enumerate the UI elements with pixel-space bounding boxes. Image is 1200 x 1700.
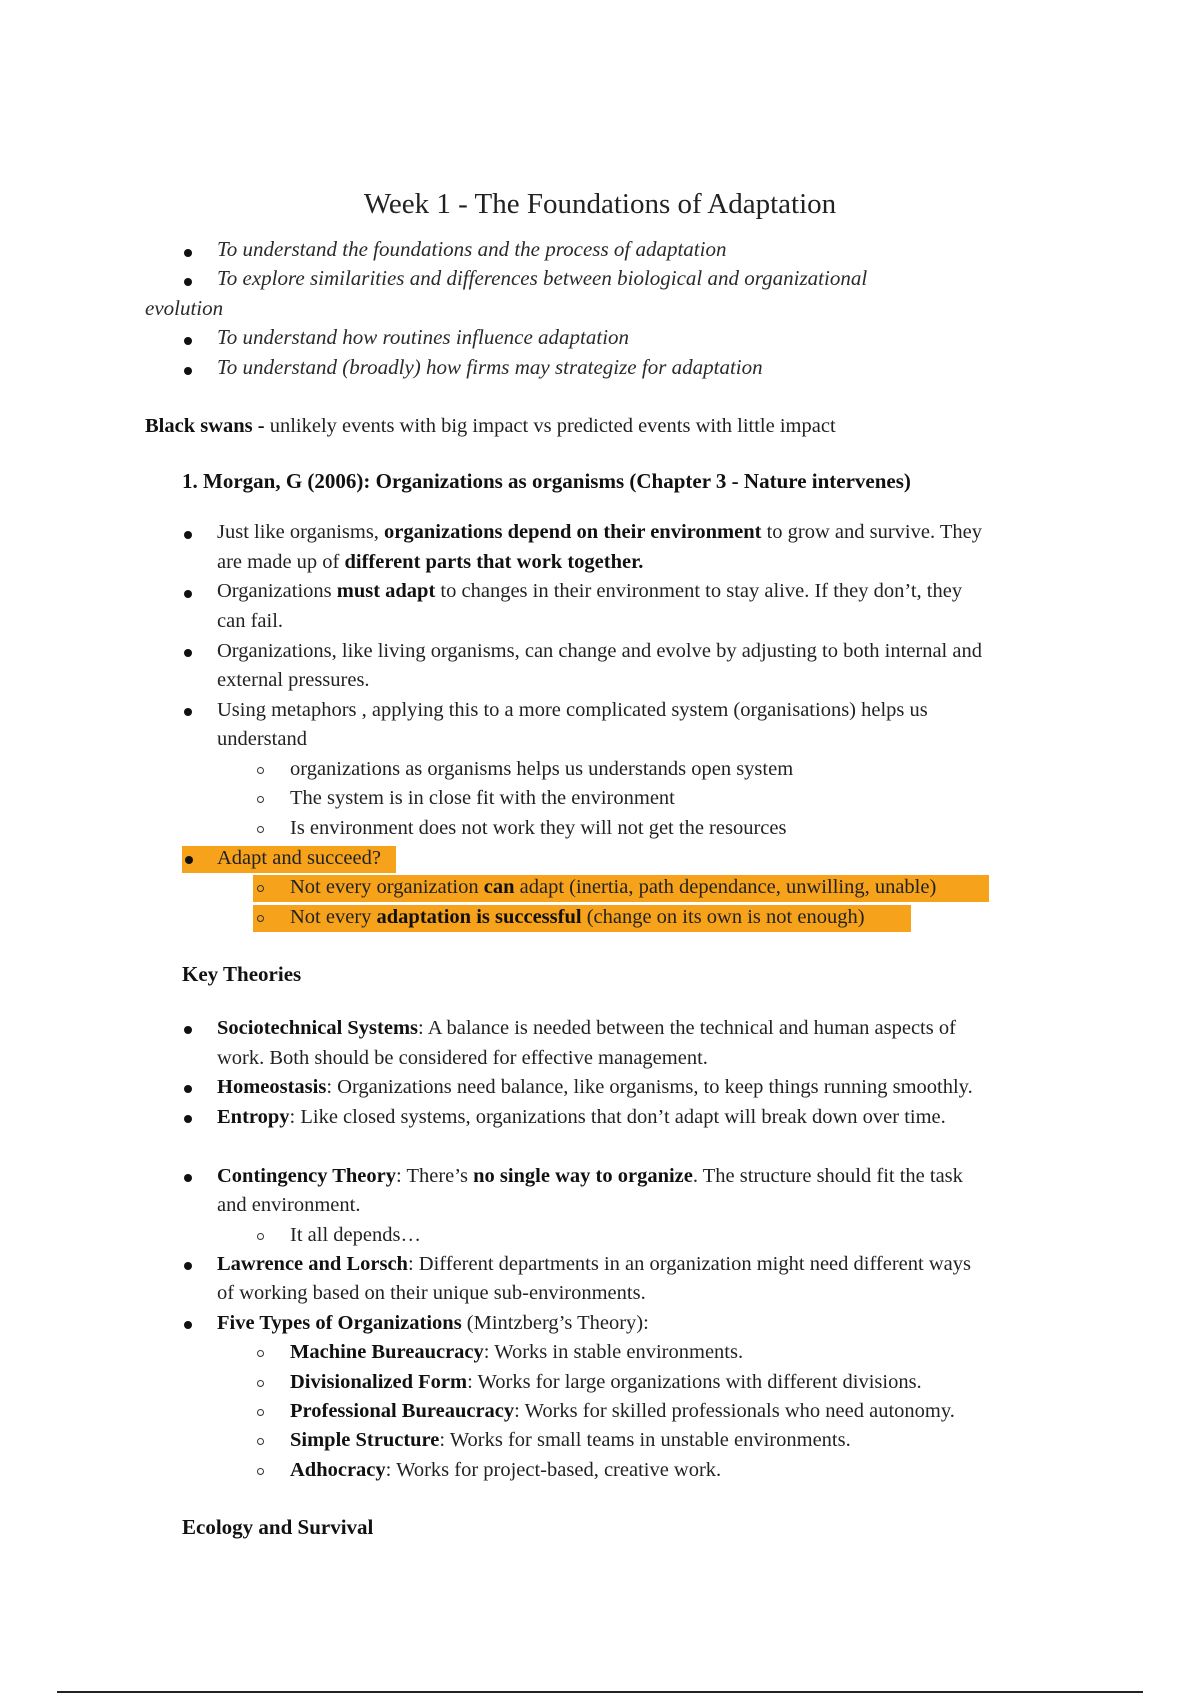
bullet-icon <box>184 1115 192 1123</box>
morgan-point-3-continued: external pressures. <box>217 669 370 691</box>
sub-bullet-icon <box>257 915 264 922</box>
bullet-icon <box>184 337 192 345</box>
ecology-survival-heading: Ecology and Survival <box>182 1515 374 1539</box>
bullet-icon <box>184 708 192 716</box>
bullet-icon <box>184 1321 192 1329</box>
morgan-point-4: Using metaphors , applying this to a more complicated system (organisations) helps us <box>217 699 928 721</box>
bullet-icon <box>184 1026 192 1034</box>
section-morgan-heading: 1. Morgan, G (2006): Organizations as organisms (Chapter 3 - Nature intervenes) <box>182 469 911 493</box>
bullet-icon <box>184 1174 192 1182</box>
theory-homeostasis: Homeostasis: Organizations need balance, like organisms, to keep things running smoothly. <box>217 1076 973 1098</box>
objective-2-continued: evolution <box>145 296 224 320</box>
morgan-point-1: Just like organisms, organizations depend on their environment to grow and survive. They <box>217 521 982 543</box>
sub-bullet-icon <box>257 885 264 892</box>
sub-bullet-icon <box>257 796 264 803</box>
theory-five-types: Five Types of Organizations (Mintzberg’s Theory): <box>217 1312 649 1334</box>
black-swans-term: Black swans - <box>145 415 265 437</box>
type-simple-structure: Simple Structure: Works for small teams in unstable environments. <box>290 1429 851 1451</box>
not-every-organization-can-adapt: Not every organization can adapt (inertia, path dependance, unwilling, unable) <box>290 876 937 898</box>
objective-4: To understand (broadly) how firms may strategize for adaptation <box>217 355 763 379</box>
theory-contingency-continued: and environment. <box>217 1194 361 1216</box>
type-divisionalized-form: Divisionalized Form: Works for large organizations with different divisions. <box>290 1371 922 1393</box>
key-theories-heading: Key Theories <box>182 962 302 986</box>
type-adhocracy: Adhocracy: Works for project-based, creative work. <box>290 1459 722 1481</box>
theory-sociotechnical: Sociotechnical Systems: A balance is needed between the technical and human aspects of <box>217 1017 956 1039</box>
sub-bullet-icon <box>257 826 264 833</box>
theory-entropy: Entropy: Like closed systems, organizations that don’t adapt will break down over time. <box>217 1106 946 1128</box>
bullet-icon <box>184 649 192 657</box>
bullet-icon <box>184 531 192 539</box>
bullet-icon <box>184 1085 192 1093</box>
theory-lawrence-lorsch: Lawrence and Lorsch: Different departments in an organization might need different ways <box>217 1253 971 1275</box>
objective-3: To understand how routines influence adaptation <box>217 325 630 349</box>
bullet-icon <box>184 278 192 286</box>
theory-contingency: Contingency Theory: There’s no single way to organize. The structure should fit the task <box>217 1165 963 1187</box>
morgan-point-3: Organizations, like living organisms, can change and evolve by adjusting to both internal and <box>217 640 982 662</box>
sub-bullet-icon <box>257 767 264 774</box>
bullet-icon <box>184 249 192 257</box>
bullet-icon <box>184 367 192 375</box>
morgan-subpoint-1: organizations as organisms helps us understands open system <box>290 758 794 780</box>
sub-bullet-icon <box>257 1380 264 1387</box>
page-title: Week 1 - The Foundations of Adaptation <box>363 188 837 220</box>
black-swans-line <box>145 415 836 438</box>
sub-bullet-icon <box>257 1468 264 1475</box>
morgan-point-2-continued: can fail. <box>217 610 284 632</box>
black-swans-definition: unlikely events with big impact vs predicted events with little impact <box>264 415 836 437</box>
morgan-subpoint-3: Is environment does not work they will not get the resources <box>290 817 787 839</box>
sub-bullet-icon <box>257 1409 264 1416</box>
morgan-point-4-continued: understand <box>217 728 307 750</box>
morgan-point-1-continued: are made up of different parts that work together. <box>217 551 644 573</box>
not-every-adaptation-successful: Not every adaptation is successful (change on its own is not enough) <box>290 906 865 928</box>
bullet-icon <box>185 856 193 864</box>
theory-lawrence-lorsch-continued: of working based on their unique sub-environments. <box>217 1282 646 1304</box>
theory-sociotechnical-continued: work. Both should be considered for effective management. <box>217 1047 708 1069</box>
contingency-subpoint: It all depends… <box>290 1224 421 1246</box>
bullet-icon <box>184 1262 192 1270</box>
bullet-icon <box>184 590 192 598</box>
sub-bullet-icon <box>257 1233 264 1240</box>
sub-bullet-icon <box>257 1350 264 1357</box>
sub-bullet-icon <box>257 1438 264 1445</box>
morgan-subpoint-2: The system is in close fit with the environment <box>290 787 675 809</box>
page-bottom-rule <box>57 1691 1143 1693</box>
adapt-and-succeed: Adapt and succeed? <box>217 847 381 869</box>
type-professional-bureaucracy: Professional Bureaucracy: Works for skilled professionals who need autonomy. <box>290 1400 955 1422</box>
objective-2: To explore similarities and differences between biological and organizational <box>217 266 868 290</box>
morgan-point-2: Organizations must adapt to changes in their environment to stay alive. If they don’t, they <box>217 580 963 602</box>
objective-1: To understand the foundations and the process of adaptation <box>217 237 727 261</box>
type-machine-bureaucracy: Machine Bureaucracy: Works in stable environments. <box>290 1341 744 1363</box>
